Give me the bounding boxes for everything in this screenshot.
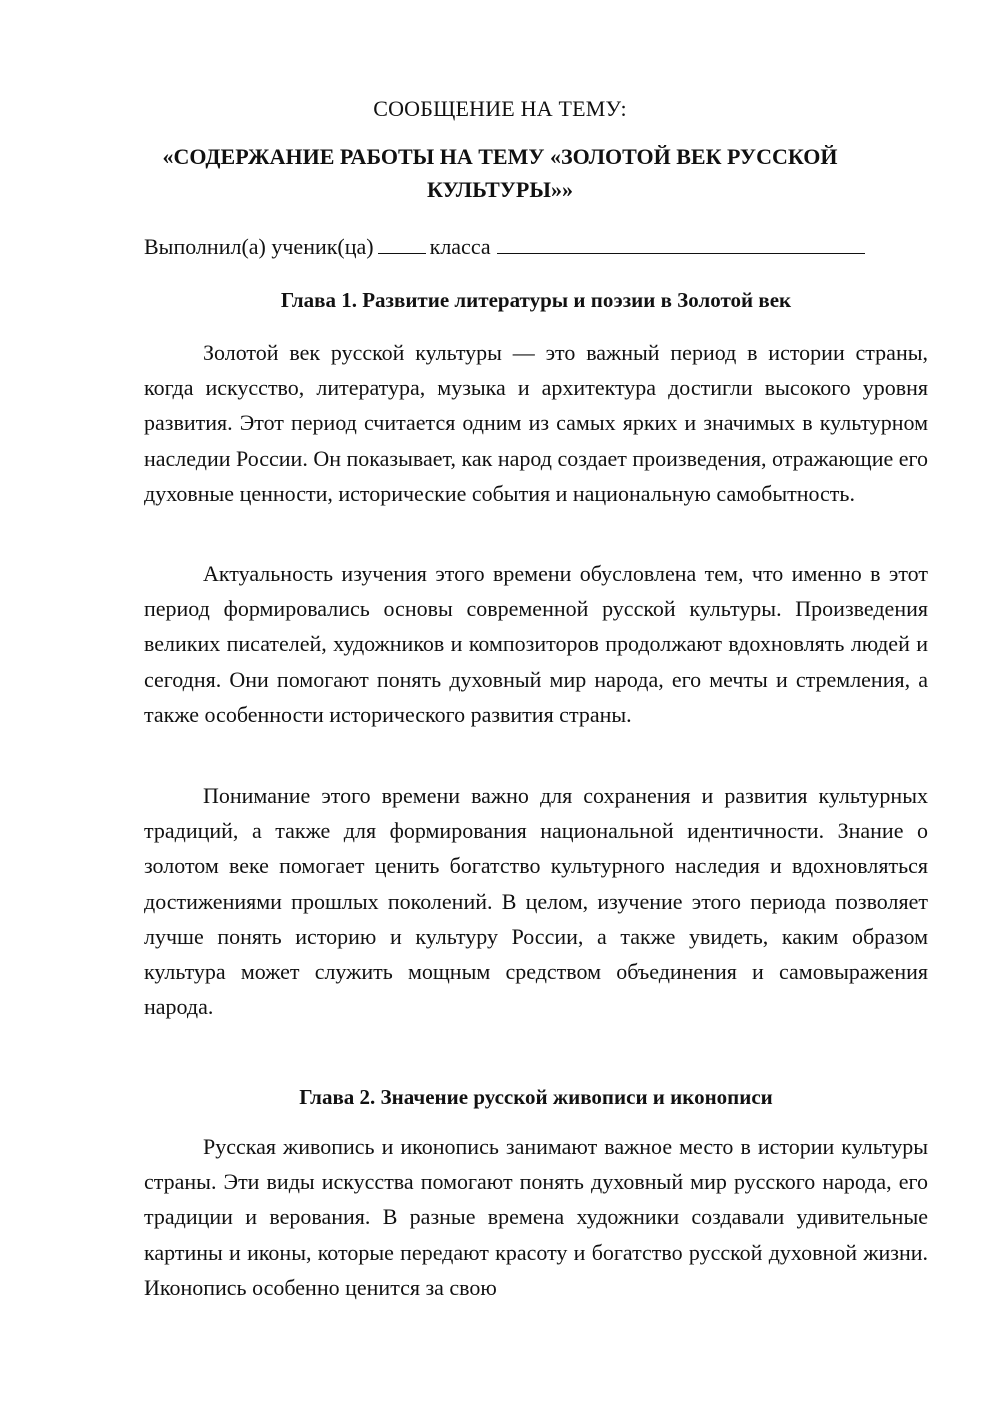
class-blank	[378, 233, 426, 254]
document-title: «СОДЕРЖАНИЕ РАБОТЫ НА ТЕМУ «ЗОЛОТОЙ ВЕК РУССКОЙ КУЛЬТУРЫ»»	[162, 144, 838, 202]
name-blank	[497, 233, 865, 254]
chapter-2-paragraph-1: Русская живопись и иконопись занимают важное место в истории культуры страны. Эти виды искусства помогают понять духовный мир русского народа, его традиции и верования. В разные времена художники создавали удивительные картины и иконы, которые передают красоту и богатство русской духовной жизни. Иконопись особенно ценится за свою	[144, 1134, 928, 1300]
chapter-1-paragraph-1: Золотой век русской культуры — это важный период в истории страны, когда искусство, литература, музыка и архитектура достигли высокого уровня развития. Этот период считается одним из самых ярких и значимых в культурном наследии России. Он показывает, как народ создает произведения, отражающие его духовные ценности, исторические события и национальную самобытность.	[144, 340, 928, 506]
chapter-1-paragraph-3: Понимание этого времени важно для сохранения и развития культурных традиций, а также для формирования национальной идентичности. Знание о золотом веке помогает ценить богатство культурного наследия и вдохновляться достижениями прошлых поколений. В целом, изучение этого периода позволяет лучше понять историю и культуру России, а также увидеть, каким образом культура может служить мощным средством объединения и самовыражения народа.	[144, 783, 928, 1020]
chapter-1-paragraph-2: Актуальность изучения этого времени обусловлена тем, что именно в этот период формировались основы современной русской культуры. Произведения великих писателей, художников и композиторов продолжают вдохновлять людей и сегодня. Они помогают понять духовный мир народа, его мечты и стремления, а также особенности исторического развития страны.	[144, 561, 928, 727]
author-class-label: класса	[429, 234, 491, 259]
chapter-1-title: Глава 1. Развитие литературы и поэзии в Золотой век	[280, 288, 792, 312]
author-prefix: Выполнил(а) ученик(ца)	[144, 234, 374, 259]
author-line	[144, 233, 934, 260]
chapter-2-title: Глава 2. Значение русской живописи и иконописи	[299, 1085, 773, 1109]
document-type: СООБЩЕНИЕ НА ТЕМУ:	[373, 96, 627, 121]
